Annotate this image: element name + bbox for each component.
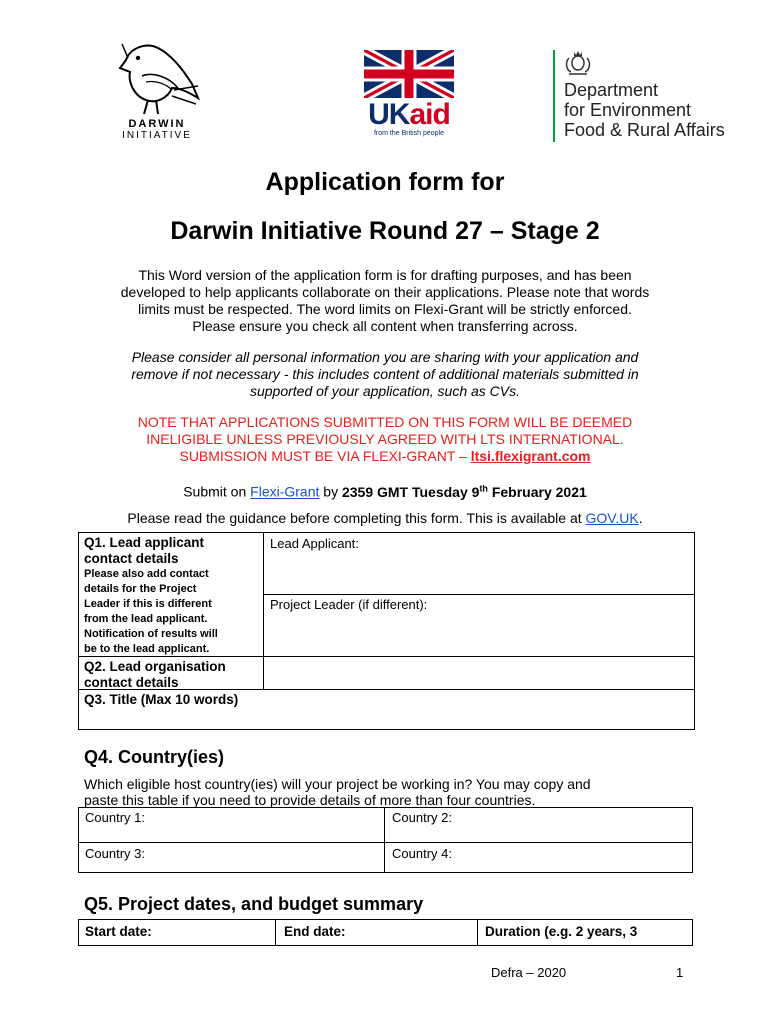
q3-label-cell (84, 692, 238, 708)
privacy-paragraph (80, 349, 690, 400)
darwin-subword: INITIATIVE (122, 130, 192, 141)
note-line: INELIGIBLE UNLESS PREVIOUSLY AGREED WITH LTS INTERNATIONAL. (146, 431, 624, 447)
intro-paragraph (80, 267, 690, 335)
ukaid-logo (364, 50, 454, 142)
q1-heading: Q1. Lead applicant (84, 535, 205, 550)
note-line: NOTE THAT APPLICATIONS SUBMITTED ON THIS FORM WILL BE DEEMED (137, 414, 633, 430)
gov-uk-link[interactable]: GOV.UK (585, 510, 639, 526)
guidance-text: Please read the guidance before completing this form. This is available at GOV.UK. (127, 510, 643, 526)
q1-heading: contact details (84, 551, 179, 566)
q2-heading: Q2. Lead organisation (84, 659, 226, 674)
page-number: 1 (676, 965, 684, 980)
defra-line-3: Food & Rural Affairs (564, 120, 725, 140)
q5-heading: Q5. Project dates, and budget summary (84, 894, 424, 914)
table-divider (263, 533, 264, 690)
privacy-line: Please consider all personal information you are sharing with your application and (131, 349, 639, 365)
country-3-field[interactable]: Country 3: (85, 846, 145, 861)
defra-line-2: for Environment (564, 100, 692, 120)
table-divider (477, 920, 478, 945)
q1-note: Leader if this is different (84, 598, 212, 610)
q4-heading: Q4. Country(ies) (84, 747, 225, 767)
q1-note: be to the lead applicant. (84, 643, 210, 655)
q1-note: Please also add contact (84, 568, 209, 580)
flexigrant-link[interactable]: ltsi.flexigrant.com (470, 448, 591, 464)
submit-prefix: Submit on (183, 483, 251, 500)
project-dates-table (78, 919, 693, 946)
table-divider (264, 594, 694, 595)
privacy-line: supported of your application, such as CVs. (249, 383, 521, 399)
q3-heading: Q3. Title (Max 10 words) (84, 692, 239, 707)
intro-line: limits must be respected. The word limits on Flexi-Grant will be strictly enforced. (138, 301, 632, 317)
royal-crest-icon (563, 48, 593, 76)
end-date-field[interactable]: End date: (284, 924, 346, 939)
defra-logo (553, 48, 753, 148)
intro-line: developed to help applicants collaborate on their applications. Please note that words (120, 284, 650, 300)
q4-line: Which eligible host country(ies) will your project be working in? You may copy and (84, 776, 591, 792)
union-flag-icon (364, 50, 454, 98)
duration-field[interactable]: Duration (e.g. 2 years, 3 (485, 924, 638, 939)
guidance-sentence: Please read the guidance before completing this form. This is available at (127, 510, 586, 526)
q1-note: Notification of results will (84, 628, 218, 640)
ukaid-tagline: from the British people (373, 130, 445, 137)
ukaid-uk: UK (368, 98, 410, 131)
intro-line: Please ensure you check all content when transferring across. (192, 318, 578, 334)
footer-text: Defra – 2020 (491, 965, 567, 980)
country-table (78, 807, 693, 873)
q2-heading: contact details (84, 675, 179, 690)
darwin-word: DARWIN (128, 118, 186, 130)
ukaid-aid: aid (409, 98, 450, 131)
note-line: SUBMISSION MUST BE VIA FLEXI-GRANT – (179, 448, 471, 464)
defra-name (564, 80, 725, 140)
page-title-line-1: Application form for (265, 168, 505, 196)
q1-note: details for the Project (84, 583, 197, 595)
darwin-initiative-logo (112, 38, 202, 143)
submission-deadline (80, 480, 690, 501)
page-title-line-2: Darwin Initiative Round 27 – Stage 2 (170, 217, 600, 245)
start-date-field[interactable]: Start date: (85, 924, 152, 939)
flexi-grant-link[interactable]: Flexi-Grant (250, 483, 320, 500)
submit-mid: by (319, 483, 342, 500)
defra-green-bar (553, 50, 555, 142)
country-1-field[interactable]: Country 1: (85, 810, 145, 825)
country-4-field[interactable]: Country 4: (392, 846, 452, 861)
privacy-line: remove if not necessary - this includes content of additional materials submitted in (131, 366, 639, 382)
table-divider (384, 808, 385, 872)
q2-label-cell (84, 659, 262, 691)
ukaid-wordmark (364, 100, 454, 130)
project-leader-field[interactable]: Project Leader (if different): (270, 597, 428, 612)
deadline-date: 2359 GMT Tuesday 9th February 2021 (341, 483, 587, 500)
table-divider (79, 842, 692, 843)
table-divider (275, 920, 276, 945)
defra-line-1: Department (564, 80, 659, 100)
q1-note: from the lead applicant. (84, 613, 208, 625)
q1-label-cell (84, 535, 262, 657)
bird-icon (112, 38, 202, 118)
q4-instructions (84, 776, 591, 808)
warning-note (80, 414, 690, 465)
applicant-details-table (78, 532, 695, 730)
country-2-field[interactable]: Country 2: (392, 810, 452, 825)
intro-line: This Word version of the application form is for drafting purposes, and has been (138, 267, 632, 283)
lead-applicant-field[interactable]: Lead Applicant: (270, 536, 359, 551)
q4-line: paste this table if you need to provide details of more than four countries. (84, 792, 536, 808)
